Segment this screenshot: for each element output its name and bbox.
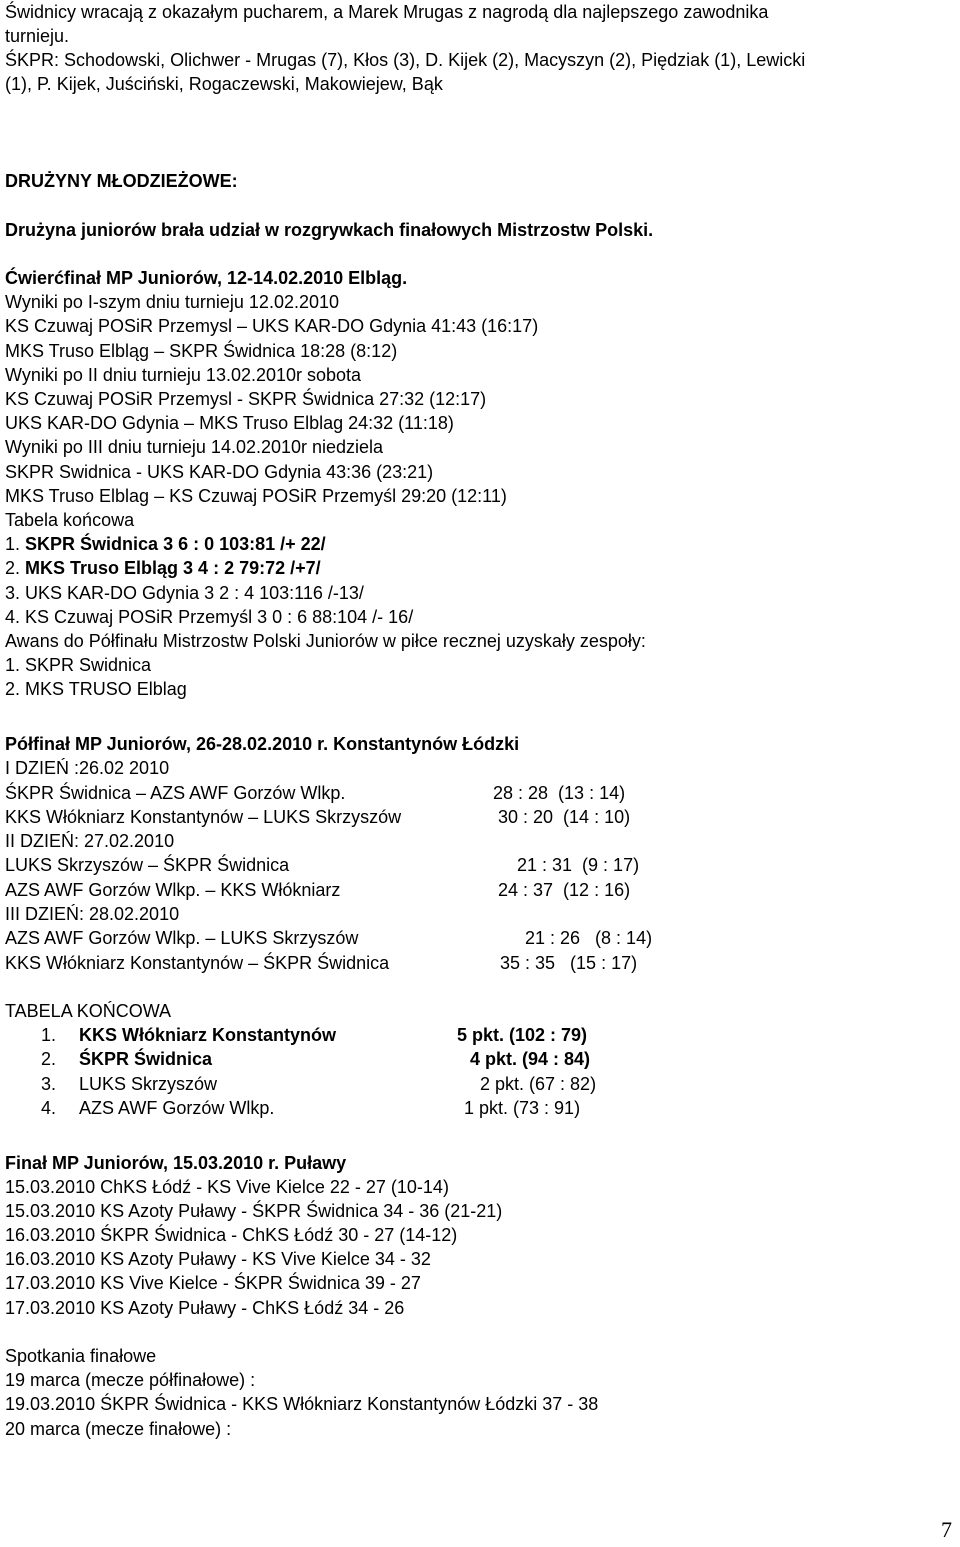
semis-label: 19 marca (mecze półfinałowe) : — [5, 1370, 256, 1390]
quarter-line: SKPR Swidnica - UKS KAR-DO Gdynia 43:36 (23:21) — [5, 462, 434, 482]
rank: 4. — [5, 607, 21, 627]
quarter-line: MKS Truso Elblag – KS Czuwaj POSiR Przemyśl 29:20 (12:11) — [5, 486, 507, 506]
semi-table-points: 2 pkt. (67 : 82) — [480, 1074, 597, 1094]
semi-table-rank: 2. — [41, 1049, 57, 1069]
promotion-text: Awans do Półfinału Mistrzostw Polski Juniorów w piłce recznej uzyskały zespoły: — [5, 631, 646, 651]
intro-line-1: Świdnicy wracają z okazałym pucharem, a Marek Mrugas z nagrodą dla najlepszego zawodnika — [5, 2, 769, 22]
promoted-team: 1. SKPR Swidnica — [5, 655, 152, 675]
page-number: 7 — [941, 1517, 952, 1542]
semi-match-teams: AZS AWF Gorzów Wlkp. – LUKS Skrzyszów — [5, 928, 359, 948]
semi-table-rank: 4. — [41, 1098, 57, 1118]
final-result: 17.03.2010 KS Azoty Puławy - ChKS Łódź 34 - 26 — [5, 1298, 405, 1318]
semi-match-score: 21 : 31 (9 : 17) — [517, 855, 640, 875]
semi-match-teams: KKS Włókniarz Konstantynów – LUKS Skrzyszów — [5, 807, 402, 827]
quarter-title: Ćwierćfinał MP Juniorów, 12-14.02.2010 Elbląg. — [5, 268, 408, 288]
quarter-table-heading: Tabela końcowa — [5, 510, 135, 530]
semi-title: Półfinał MP Juniorów, 26-28.02.2010 r. Konstantynów Łódzki — [5, 734, 520, 754]
youth-heading: DRUŻYNY MŁODZIEŻOWE: — [5, 171, 238, 191]
semi-table-title: TABELA KOŃCOWA — [5, 1001, 172, 1021]
final-result: 15.03.2010 ChKS Łódź - KS Vive Kielce 22 - 27 (10-14) — [5, 1177, 449, 1197]
semi-day-2: II DZIEŃ: 27.02.2010 — [5, 831, 175, 851]
semi-match-teams: AZS AWF Gorzów Wlkp. – KKS Włókniarz — [5, 880, 341, 900]
final-result: 16.03.2010 KS Azoty Puławy - KS Vive Kielce 34 - 32 — [5, 1249, 431, 1269]
quarter-line: UKS KAR-DO Gdynia – MKS Truso Elblag 24:32 (11:18) — [5, 413, 454, 433]
semi-match-teams: LUKS Skrzyszów – ŚKPR Świdnica — [5, 855, 290, 875]
semi-table-team: KKS Włókniarz Konstantynów — [79, 1025, 337, 1045]
semi-table-points: 1 pkt. (73 : 91) — [464, 1098, 581, 1118]
finals-label: 20 marca (mecze finałowe) : — [5, 1419, 232, 1439]
quarter-line: KS Czuwaj POSiR Przemysl – UKS KAR-DO Gdynia 41:43 (16:17) — [5, 316, 539, 336]
semi-match-score: 24 : 37 (12 : 16) — [498, 880, 631, 900]
semi-match-teams: ŚKPR Świdnica – AZS AWF Gorzów Wlkp. — [5, 783, 346, 803]
semi-day-1: I DZIEŃ :26.02 2010 — [5, 758, 170, 778]
quarter-line: Wyniki po I-szym dniu turnieju 12.02.2010 — [5, 292, 340, 312]
final-result: 16.03.2010 ŚKPR Świdnica - ChKS Łódź 30 - 27 (14-12) — [5, 1225, 458, 1245]
quarter-table-row — [5, 557, 321, 579]
rank: 3. — [5, 583, 21, 603]
final-matches-heading: Spotkania finałowe — [5, 1346, 157, 1366]
promoted-team: 2. MKS TRUSO Elblag — [5, 679, 187, 699]
final-result: 17.03.2010 KS Vive Kielce - ŚKPR Świdnica 39 - 27 — [5, 1273, 421, 1293]
intro-line-4: (1), P. Kijek, Juściński, Rogaczewski, Makowiejew, Bąk — [5, 74, 443, 94]
quarter-line: Wyniki po II dniu turnieju 13.02.2010r sobota — [5, 365, 362, 385]
row-text: UKS KAR-DO Gdynia 3 2 : 4 103:116 /-13/ — [25, 583, 364, 603]
final-title: Finał MP Juniorów, 15.03.2010 r. Puławy — [5, 1153, 347, 1173]
quarter-table-row — [5, 533, 326, 555]
rank: 1. — [5, 534, 21, 554]
semi-table-rank: 1. — [41, 1025, 57, 1045]
youth-lead: Drużyna juniorów brała udział w rozgrywkach finałowych Mistrzostw Polski. — [5, 220, 654, 240]
semi-table-points: 4 pkt. (94 : 84) — [470, 1049, 591, 1069]
rank: 2. — [5, 558, 21, 578]
semi-table-points: 5 pkt. (102 : 79) — [457, 1025, 588, 1045]
quarter-table-row — [5, 606, 413, 628]
semi-match-score: 35 : 35 (15 : 17) — [500, 953, 638, 973]
quarter-line: KS Czuwaj POSiR Przemysl - SKPR Świdnica 27:32 (12:17) — [5, 389, 487, 409]
semi-table-rank: 3. — [41, 1074, 57, 1094]
row-text: KS Czuwaj POSiR Przemyśl 3 0 : 6 88:104 /- 16/ — [25, 607, 414, 627]
row-text: SKPR Świdnica 3 6 : 0 103:81 /+ 22/ — [25, 534, 326, 554]
semi-table-team: LUKS Skrzyszów — [79, 1074, 218, 1094]
semi-table-team: AZS AWF Gorzów Wlkp. — [79, 1098, 275, 1118]
quarter-line: MKS Truso Elbląg – SKPR Świdnica 18:28 (8:12) — [5, 341, 398, 361]
semi-day-3: III DZIEŃ: 28.02.2010 — [5, 904, 180, 924]
semi-table-team: ŚKPR Świdnica — [79, 1049, 213, 1069]
quarter-table-row — [5, 582, 364, 604]
row-text: MKS Truso Elbląg 3 4 : 2 79:72 /+7/ — [25, 558, 321, 578]
final-result: 15.03.2010 KS Azoty Puławy - ŚKPR Świdnica 34 - 36 (21-21) — [5, 1201, 503, 1221]
semi-match-teams: KKS Włókniarz Konstantynów – ŚKPR Świdnica — [5, 953, 390, 973]
semi-match-score: 28 : 28 (13 : 14) — [493, 783, 626, 803]
semi-match-score: 30 : 20 (14 : 10) — [498, 807, 631, 827]
semi-match-score: 21 : 26 (8 : 14) — [525, 928, 653, 948]
intro-line-3: ŚKPR: Schodowski, Olichwer - Mrugas (7), Kłos (3), D. Kijek (2), Macyszyn (2), Piędziak (1), Lewicki — [5, 50, 806, 70]
quarter-line: Wyniki po III dniu turnieju 14.02.2010r niedziela — [5, 437, 384, 457]
intro-line-2: turnieju. — [5, 26, 70, 46]
semis-result: 19.03.2010 ŚKPR Świdnica - KKS Włókniarz Konstantynów Łódzki 37 - 38 — [5, 1394, 599, 1414]
